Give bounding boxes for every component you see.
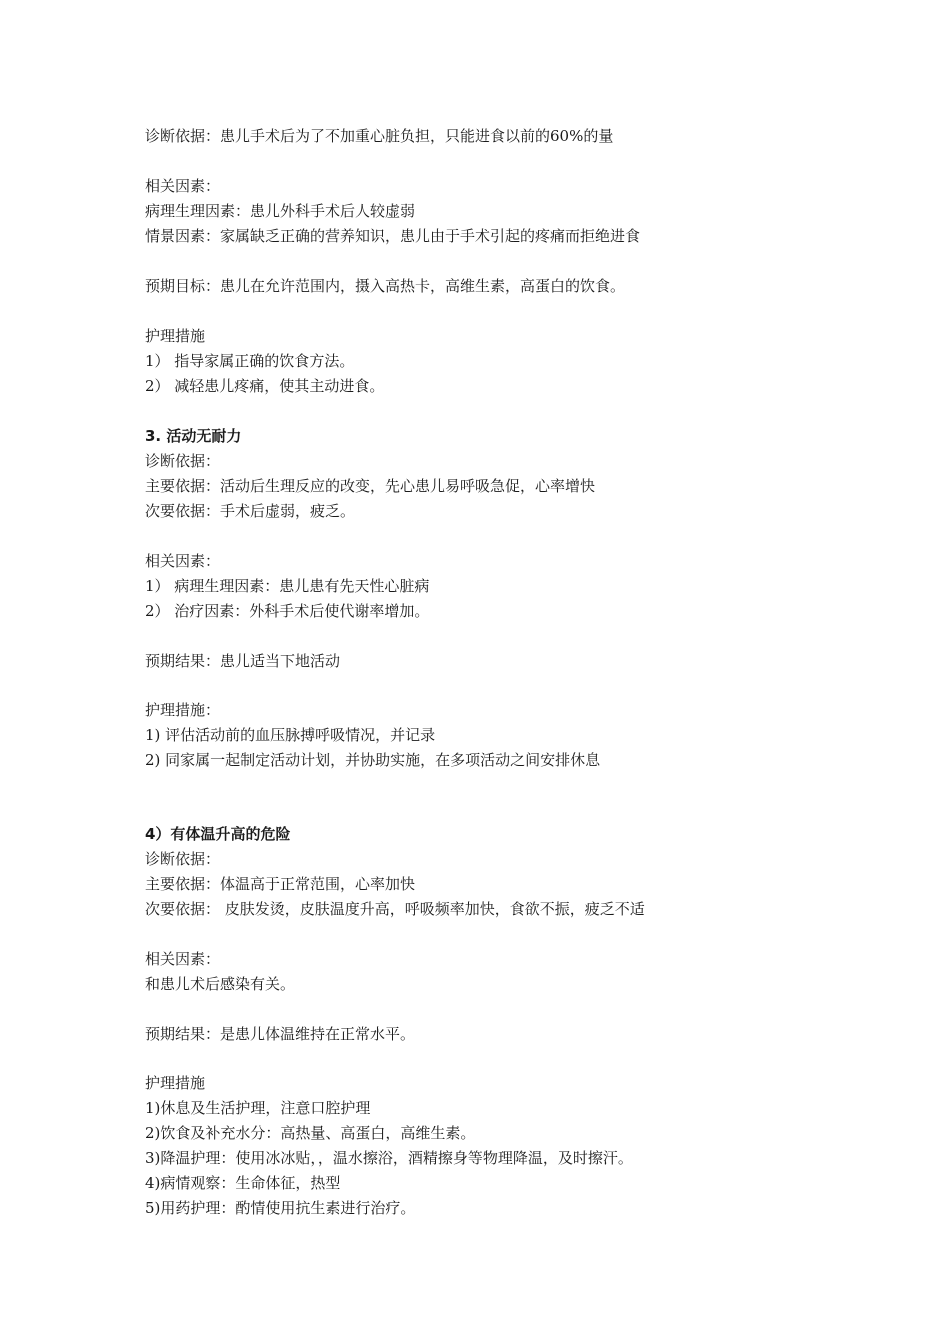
related-factor: 和患儿术后感染有关。: [145, 975, 296, 993]
section-heading: 4）有体温升高的危险: [145, 825, 291, 843]
measure-item: 2） 减轻患儿疼痛，使其主动进食。: [145, 377, 385, 395]
measure-item: 1)休息及生活护理，注意口腔护理: [145, 1099, 371, 1117]
situational-factor: 情景因素：家属缺乏正确的营养知识，患儿由于手术引起的疼痛而拒绝进食: [145, 227, 641, 245]
measure-item: 5)用药护理：酌情使用抗生素进行治疗。: [145, 1199, 416, 1217]
expected-goal: 预期目标：患儿在允许范围内，摄入高热卡，高维生素，高蛋白的饮食。: [145, 277, 626, 295]
measure-item: 1) 评估活动前的血压脉搏呼吸情况，并记录: [145, 726, 436, 744]
expected-result: 预期结果：是患儿体温维持在正常水平。: [145, 1025, 416, 1043]
expected-result: 预期结果：患儿适当下地活动: [145, 652, 341, 670]
minor-basis: 次要依据： 皮肤发烫，皮肤温度升高，呼吸频率加快，食欲不振，疲乏不适: [145, 900, 645, 918]
major-basis: 主要依据：活动后生理反应的改变，先心患儿易呼吸急促，心率增快: [145, 477, 596, 495]
diagnosis-basis: 诊断依据：患儿手术后为了不加重心脏负担，只能进食以前的60%的量: [145, 127, 614, 145]
related-factors-label: 相关因素：: [145, 950, 221, 968]
measure-item: 2) 同家属一起制定活动计划，并协助实施，在多项活动之间安排休息: [145, 751, 601, 769]
measure-item: 2)饮食及补充水分：高热量、高蛋白，高维生素。: [145, 1124, 476, 1142]
pathophysiological-factor: 病理生理因素：患儿外科手术后人较虚弱: [145, 202, 416, 220]
related-factors-label: 相关因素：: [145, 177, 221, 195]
related-factors-label: 相关因素：: [145, 552, 221, 570]
measure-item: 4)病情观察：生命体征，热型: [145, 1174, 341, 1192]
measures-label: 护理措施: [145, 327, 206, 345]
related-factor-item: 2） 治疗因素：外科手术后使代谢率增加。: [145, 602, 430, 620]
measure-item: 3)降温护理：使用冰冰贴，，温水擦浴，酒精擦身等物理降温，及时擦汗。: [145, 1149, 633, 1167]
measures-label: 护理措施：: [145, 701, 221, 719]
diagnosis-label: 诊断依据：: [145, 452, 221, 470]
major-basis: 主要依据：体温高于正常范围，心率加快: [145, 875, 416, 893]
measure-item: 1） 指导家属正确的饮食方法。: [145, 352, 355, 370]
minor-basis: 次要依据：手术后虚弱，疲乏。: [145, 502, 356, 520]
related-factor-item: 1） 病理生理因素：患儿患有先天性心脏病: [145, 577, 430, 595]
measures-label: 护理措施: [145, 1074, 206, 1092]
section-heading: 3. 活动无耐力: [145, 427, 242, 445]
diagnosis-label: 诊断依据：: [145, 850, 221, 868]
